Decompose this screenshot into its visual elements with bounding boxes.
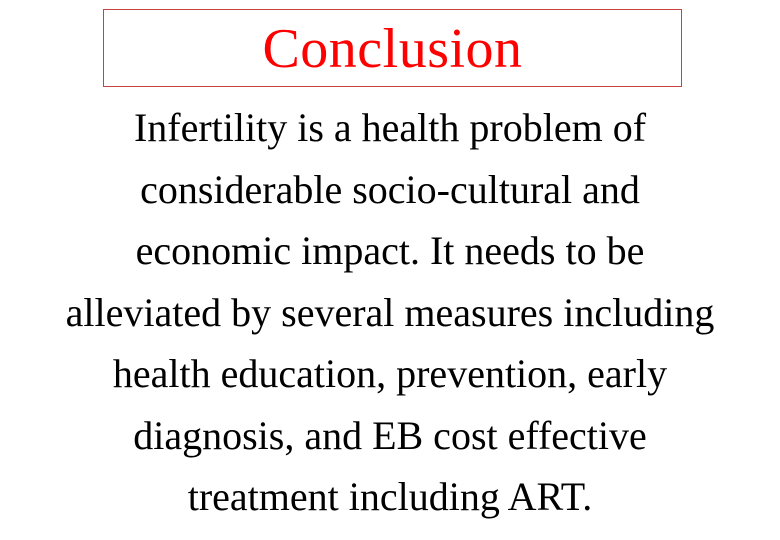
title-box [103,9,682,87]
body-line: health education, prevention, early [112,351,668,396]
body-line: Infertility is a health problem of [133,105,647,150]
slide-title: Conclusion [262,18,523,80]
body-line: considerable socio-cultural and [140,166,640,212]
body-line: alleviated by several measures including [65,289,715,335]
body-line: diagnosis, and EB cost effective [133,412,647,458]
body-line: economic impact. It needs to be [135,228,645,273]
conclusion-paragraph [0,97,780,528]
body-line: treatment including ART. [187,474,593,519]
